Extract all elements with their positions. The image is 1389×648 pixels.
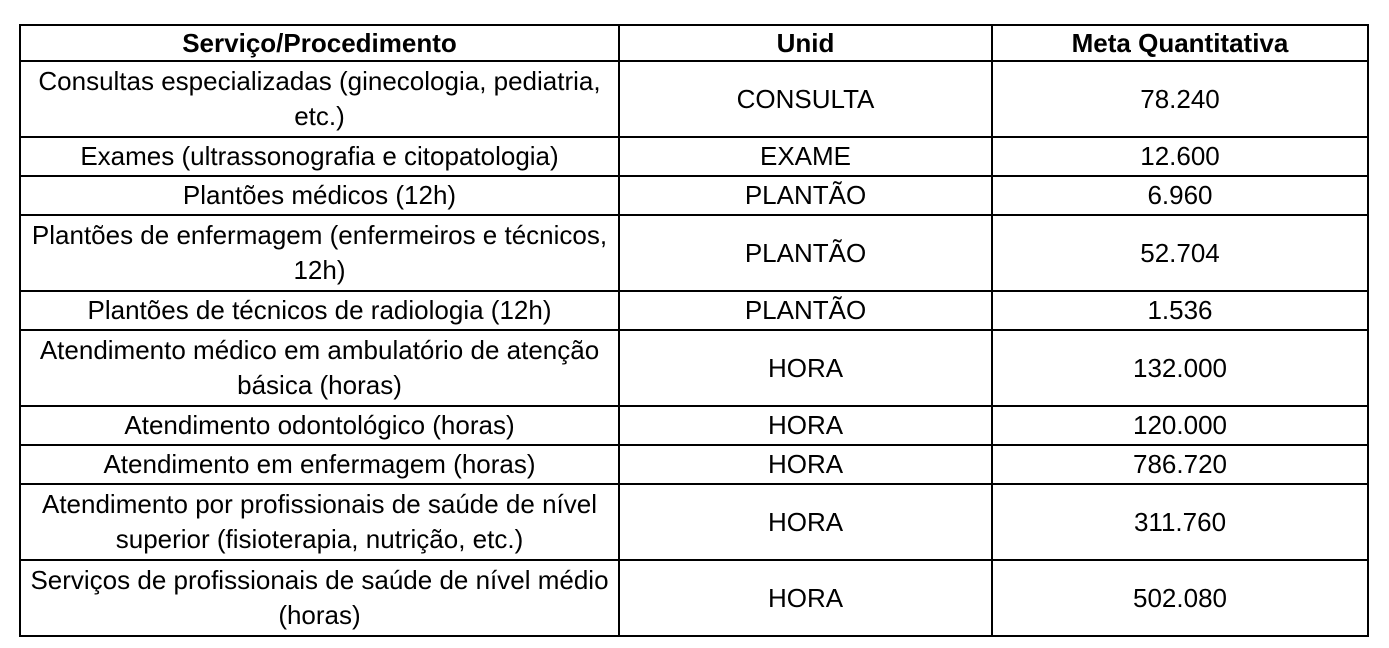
header-unit: Unid [619,25,992,61]
table-row [20,445,1368,484]
table-row [20,137,1368,176]
unit-cell: HORA [619,560,992,636]
unit-cell: HORA [619,445,992,484]
service-cell: Atendimento por profissionais de saúde de nível superior (fisioterapia, nutrição, etc.) [20,484,619,560]
service-cell: Plantões de enfermagem (enfermeiros e técnicos, 12h) [20,215,619,291]
header-row [20,25,1368,61]
service-cell: Consultas especializadas (ginecologia, pediatria, etc.) [20,61,619,137]
goal-cell: 311.760 [992,484,1368,560]
unit-cell: HORA [619,484,992,560]
goal-cell: 1.536 [992,291,1368,330]
service-cell: Serviços de profissionais de saúde de nível médio (horas) [20,560,619,636]
table-row [20,215,1368,291]
table-row [20,484,1368,560]
goal-cell: 502.080 [992,560,1368,636]
service-cell: Atendimento em enfermagem (horas) [20,445,619,484]
table-body [20,61,1368,636]
unit-cell: PLANTÃO [619,291,992,330]
service-cell: Plantões de técnicos de radiologia (12h) [20,291,619,330]
goal-cell: 786.720 [992,445,1368,484]
goal-cell: 120.000 [992,406,1368,445]
service-cell: Atendimento médico em ambulatório de atenção básica (horas) [20,330,619,406]
unit-cell: EXAME [619,137,992,176]
unit-cell: HORA [619,330,992,406]
goal-cell: 78.240 [992,61,1368,137]
goal-cell: 6.960 [992,176,1368,215]
unit-cell: PLANTÃO [619,215,992,291]
service-goals-table [19,24,1369,637]
unit-cell: CONSULTA [619,61,992,137]
goal-cell: 52.704 [992,215,1368,291]
unit-cell: HORA [619,406,992,445]
goal-cell: 12.600 [992,137,1368,176]
header-goal: Meta Quantitativa [992,25,1368,61]
service-cell: Atendimento odontológico (horas) [20,406,619,445]
table-row [20,330,1368,406]
header-service: Serviço/Procedimento [20,25,619,61]
table-row [20,61,1368,137]
table-row [20,176,1368,215]
service-cell: Exames (ultrassonografia e citopatologia) [20,137,619,176]
table-row [20,406,1368,445]
table-row [20,291,1368,330]
unit-cell: PLANTÃO [619,176,992,215]
table-row [20,560,1368,636]
service-cell: Plantões médicos (12h) [20,176,619,215]
goal-cell: 132.000 [992,330,1368,406]
table-header [20,25,1368,61]
